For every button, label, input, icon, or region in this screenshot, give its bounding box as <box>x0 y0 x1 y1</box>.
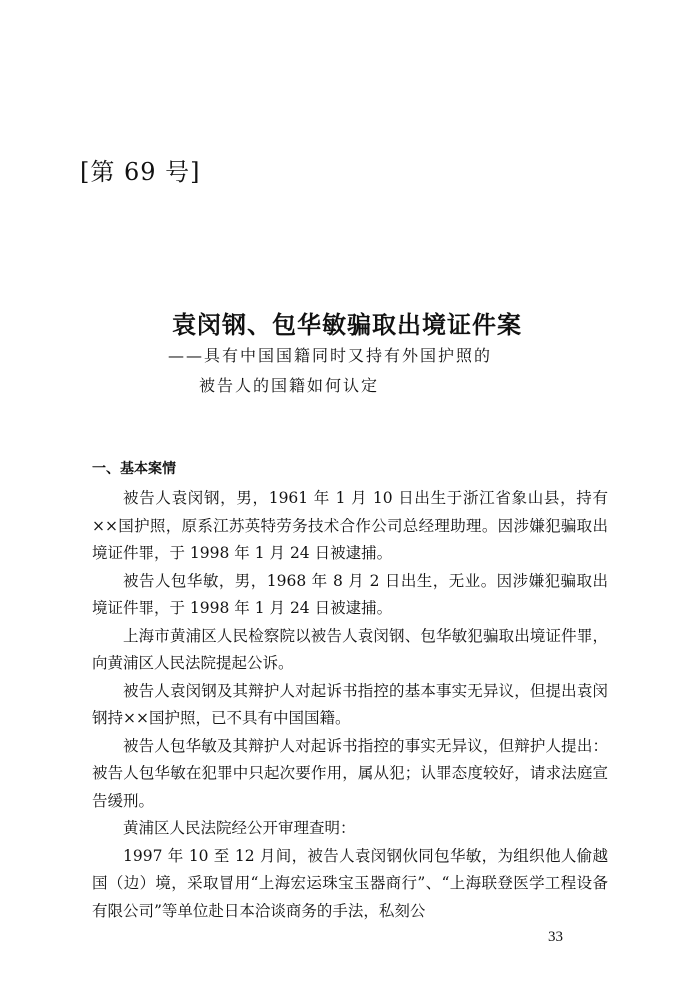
case-title: 袁闵钢、包华敏骗取出境证件案 <box>172 310 522 339</box>
paragraph: 上海市黄浦区人民检察院以被告人袁闵钢、包华敏犯骗取出境证件罪，向黄浦区人民法院提起公诉。 <box>92 626 608 672</box>
page-number: 33 <box>548 929 563 945</box>
case-number: [第 69 号] <box>80 158 201 186</box>
case-subtitle-line-2: 被告人的国籍如何认定 <box>199 376 380 395</box>
paragraph: 黄浦区人民法院经公开审理查明： <box>123 819 356 837</box>
paragraph: 被告人袁闵钢，男，1961 年 1 月 10 日出生于浙江省象山县，持有××国护照，原系江苏英特劳务技术合作公司总经理助理。因涉嫌犯骗取出境证件罪，于 1998 年 1 月 24 日被逮捕。 <box>92 489 608 562</box>
case-subtitle-line-1: ——具有中国国籍同时又持有外国护照的 <box>168 346 493 365</box>
case-body <box>92 485 608 925</box>
paragraph: 被告人袁闵钢及其辩护人对起诉书指控的基本事实无异议，但提出袁闵钢持××国护照，已不具有中国国籍。 <box>92 681 608 727</box>
paragraph: 被告人包华敏及其辩护人对起诉书指控的事实无异议，但辩护人提出：被告人包华敏在犯罪中只起次要作用，属从犯；认罪态度较好，请求法庭宣告缓刑。 <box>92 736 608 810</box>
paragraph: 1997 年 10 至 12 月间，被告人袁闵钢伙同包华敏，为组织他人偷越国（边）境，采取冒用“上海宏运珠宝玉器商行”、“上海联登医学工程设备有限公司”等单位赴日本洽谈商务的手法，私刻公 <box>92 846 608 920</box>
paragraph: 被告人包华敏，男，1968 年 8 月 2 日出生，无业。因涉嫌犯骗取出境证件罪，于 1998 年 1 月 24 日被逮捕。 <box>92 571 608 617</box>
section-heading: 一、基本案情 <box>92 461 176 477</box>
